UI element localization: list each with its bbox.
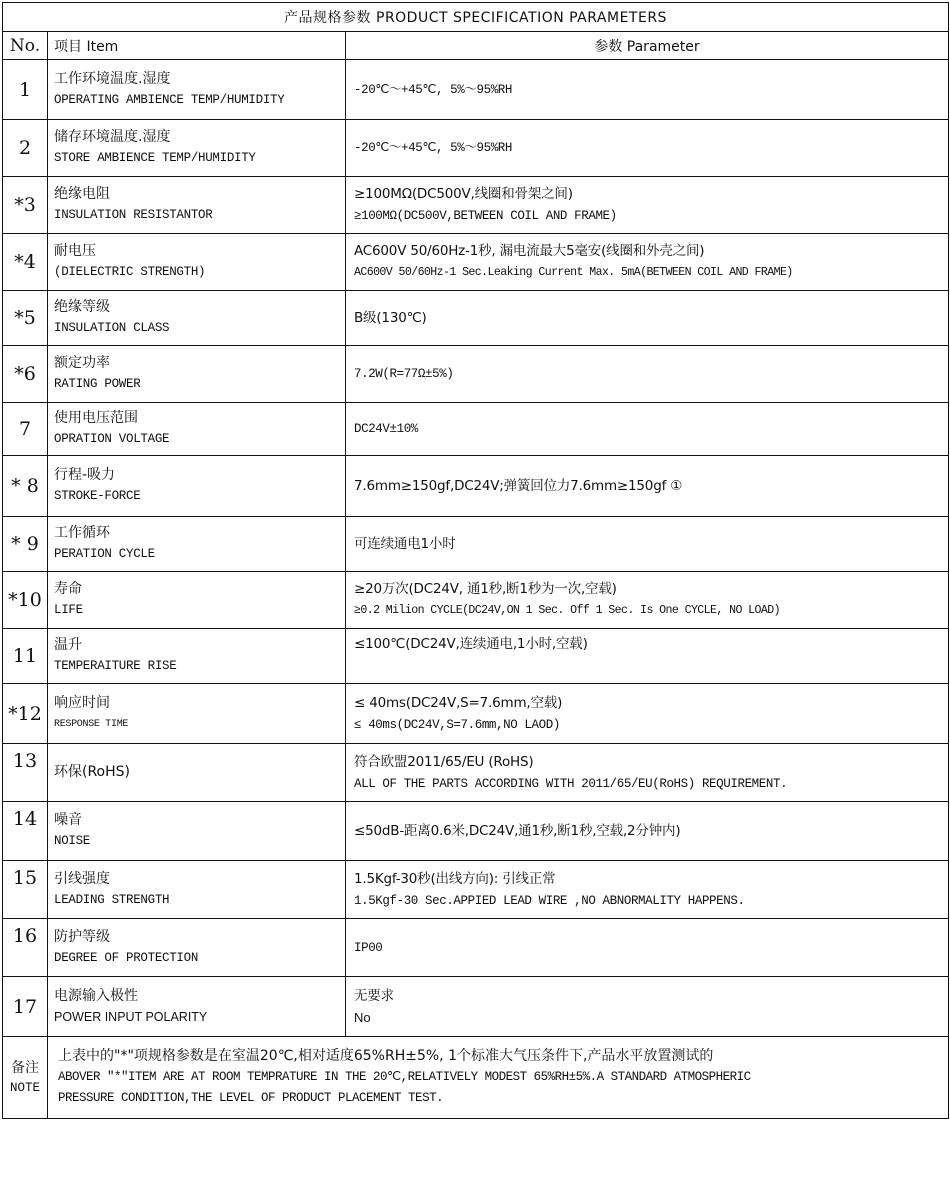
row-number: * 8 bbox=[3, 456, 48, 517]
param-cell bbox=[346, 802, 949, 861]
row-number: 7 bbox=[3, 403, 48, 456]
item-name-cn: 引线强度 bbox=[54, 870, 110, 887]
table-row bbox=[3, 291, 949, 346]
item-cell bbox=[48, 120, 346, 177]
param-cell bbox=[346, 291, 949, 346]
header-item: 项目 Item bbox=[48, 32, 346, 60]
param-cell bbox=[346, 403, 949, 456]
table-row bbox=[3, 346, 949, 403]
item-name-en: STROKE-FORCE bbox=[54, 489, 141, 503]
note-row bbox=[3, 1037, 949, 1119]
item-cell bbox=[48, 403, 346, 456]
item-cell bbox=[48, 291, 346, 346]
param-line: 符合欧盟2011/65/EU (RoHS) bbox=[354, 753, 534, 770]
param-cell bbox=[346, 744, 949, 802]
item-cell bbox=[48, 684, 346, 744]
item-name-cn: 环保(RoHS) bbox=[54, 764, 131, 780]
item-name-cn: 使用电压范围 bbox=[54, 410, 138, 426]
item-cell bbox=[48, 60, 346, 120]
param-line: ≤ 40ms(DC24V,S=7.6mm,NO LAOD) bbox=[354, 717, 560, 732]
param-line: 7.2W(R=77Ω±5%) bbox=[354, 367, 454, 381]
item-name-cn: 绝缘电阻 bbox=[54, 186, 110, 202]
param-line: -20℃～+45℃, 5%～95%RH bbox=[354, 141, 512, 155]
row-number: *5 bbox=[3, 291, 48, 346]
item-name-en: POWER INPUT POLARITY bbox=[54, 1009, 208, 1024]
param-line: ≤ 40ms(DC24V,S=7.6mm,空载) bbox=[354, 694, 563, 711]
table-row bbox=[3, 120, 949, 177]
table-row bbox=[3, 977, 949, 1037]
item-name-en: STORE AMBIENCE TEMP/HUMIDITY bbox=[54, 151, 256, 165]
row-number: 14 bbox=[3, 802, 48, 861]
title-row bbox=[3, 3, 949, 32]
note-line: 上表中的"*"项规格参数是在室温20℃,相对适度65%RH±5%, 1个标准大气压条件下,产品水平放置测试的 bbox=[58, 1048, 714, 1064]
item-cell bbox=[48, 861, 346, 919]
param-cell bbox=[346, 120, 949, 177]
item-name-cn: 电源输入极性 bbox=[54, 987, 138, 1004]
item-name-cn: 耐电压 bbox=[54, 243, 96, 259]
row-number: 2 bbox=[3, 120, 48, 177]
item-name-cn: 储存环境温度.湿度 bbox=[54, 129, 171, 145]
row-number: *12 bbox=[3, 684, 48, 744]
item-cell bbox=[48, 456, 346, 517]
item-name-en: OPRATION VOLTAGE bbox=[54, 432, 170, 446]
table-title: 产品规格参数 PRODUCT SPECIFICATION PARAMETERS bbox=[3, 3, 949, 32]
param-cell bbox=[346, 234, 949, 291]
param-line: -20℃～+45℃, 5%～95%RH bbox=[354, 82, 512, 97]
param-line: 1.5Kgf-30秒(出线方向): 引线正常 bbox=[354, 870, 556, 887]
item-name-cn: 绝缘等级 bbox=[54, 299, 110, 315]
item-name-en: INSULATION RESISTANTOR bbox=[54, 208, 213, 222]
param-cell bbox=[346, 861, 949, 919]
row-number: 1 bbox=[3, 60, 48, 120]
item-cell bbox=[48, 802, 346, 861]
param-line: ≥100MΩ(DC500V,线圈和骨架之间) bbox=[354, 186, 573, 202]
table-row bbox=[3, 919, 949, 977]
param-line: IP00 bbox=[354, 940, 383, 955]
note-label-en: NOTE bbox=[9, 1080, 40, 1095]
row-number: *3 bbox=[3, 177, 48, 234]
table-row bbox=[3, 234, 949, 291]
item-name-en: DEGREE OF PROTECTION bbox=[54, 950, 199, 965]
item-cell bbox=[48, 572, 346, 629]
param-cell bbox=[346, 517, 949, 572]
item-cell bbox=[48, 517, 346, 572]
item-name-cn: 防护等级 bbox=[54, 928, 110, 945]
item-name-en: INSULATION CLASS bbox=[54, 321, 170, 335]
param-line: 1.5Kgf-30 Sec.APPIED LEAD WIRE ,NO ABNORMALITY HAPPENS. bbox=[354, 893, 745, 908]
item-name-en: NOISE bbox=[54, 834, 91, 848]
param-line: 无要求 bbox=[354, 987, 394, 1004]
item-name-en: TEMPERAITURE RISE bbox=[54, 659, 177, 673]
item-name-cn: 寿命 bbox=[54, 581, 82, 597]
param-line: B级(130℃) bbox=[354, 310, 427, 326]
item-name-en: LEADING STRENGTH bbox=[54, 892, 170, 907]
param-cell bbox=[346, 456, 949, 517]
row-number: * 9 bbox=[3, 517, 48, 572]
param-line: ALL OF THE PARTS ACCORDING WITH 2011/65/EU(RoHS) REQUIREMENT. bbox=[354, 776, 788, 791]
item-name-en: (DIELECTRIC STRENGTH) bbox=[54, 265, 206, 279]
item-cell bbox=[48, 629, 346, 684]
item-name-cn: 噪音 bbox=[54, 812, 82, 828]
param-cell bbox=[346, 977, 949, 1037]
row-number: 13 bbox=[3, 744, 48, 802]
item-name-cn: 响应时间 bbox=[54, 694, 110, 711]
table-row bbox=[3, 802, 949, 861]
item-name-cn: 工作循环 bbox=[54, 525, 110, 541]
param-cell bbox=[346, 919, 949, 977]
param-line: ≥20万次(DC24V, 通1秒,断1秒为一次,空载) bbox=[354, 581, 617, 597]
item-cell bbox=[48, 177, 346, 234]
row-number: *4 bbox=[3, 234, 48, 291]
param-line: AC600V 50/60Hz-1秒, 漏电流最大5毫安(线圈和外壳之间) bbox=[354, 243, 705, 259]
item-name-cn: 行程-吸力 bbox=[54, 467, 116, 483]
table-row bbox=[3, 684, 949, 744]
note-label bbox=[3, 1037, 48, 1119]
param-cell bbox=[346, 629, 949, 684]
item-name-cn: 额定功率 bbox=[54, 355, 110, 371]
param-line: 可连续通电1小时 bbox=[354, 536, 456, 552]
param-cell bbox=[346, 684, 949, 744]
param-line: ≥0.2 Milion CYCLE(DC24V,ON 1 Sec. Off 1 Sec. Is One CYCLE, NO LOAD) bbox=[354, 604, 780, 617]
item-name-cn: 工作环境温度.湿度 bbox=[54, 70, 171, 87]
item-name-en: RESPONSE TIME bbox=[54, 718, 129, 730]
table-row bbox=[3, 60, 949, 120]
spec-table bbox=[2, 2, 949, 1119]
item-cell bbox=[48, 919, 346, 977]
header-no: No. bbox=[3, 32, 48, 60]
row-number: 16 bbox=[3, 919, 48, 977]
row-number: *6 bbox=[3, 346, 48, 403]
item-name-en: OPERATING AMBIENCE TEMP/HUMIDITY bbox=[54, 92, 285, 107]
row-number: *10 bbox=[3, 572, 48, 629]
note-body bbox=[48, 1037, 949, 1119]
item-cell bbox=[48, 744, 346, 802]
table-row bbox=[3, 456, 949, 517]
param-line: AC600V 50/60Hz-1 Sec.Leaking Current Max. 5mA(BETWEEN COIL AND FRAME) bbox=[354, 266, 793, 279]
param-cell bbox=[346, 346, 949, 403]
item-name-en: LIFE bbox=[54, 603, 83, 617]
table-row bbox=[3, 629, 949, 684]
param-line: DC24V±10% bbox=[354, 422, 418, 436]
table-row bbox=[3, 861, 949, 919]
param-line: ≤50dB-距离0.6米,DC24V,通1秒,断1秒,空载,2分钟内) bbox=[354, 823, 681, 839]
table-row bbox=[3, 744, 949, 802]
header-parameter: 参数 Parameter bbox=[346, 32, 949, 60]
note-label-cn: 备注 bbox=[11, 1059, 39, 1076]
item-name-en: RATING POWER bbox=[54, 377, 141, 391]
table-row bbox=[3, 517, 949, 572]
table-row bbox=[3, 572, 949, 629]
item-name-cn: 温升 bbox=[54, 637, 82, 653]
param-line: ≤100℃(DC24V,连续通电,1小时,空载) bbox=[354, 636, 588, 652]
table-row bbox=[3, 177, 949, 234]
row-number: 17 bbox=[3, 977, 48, 1037]
item-cell bbox=[48, 234, 346, 291]
param-line: 7.6mm≥150gf,DC24V;弹簧回位力7.6mm≥150gf ① bbox=[354, 478, 683, 494]
item-cell bbox=[48, 977, 346, 1037]
note-line: PRESSURE CONDITION,THE LEVEL OF PRODUCT PLACEMENT TEST. bbox=[58, 1091, 444, 1105]
item-name-en: PERATION CYCLE bbox=[54, 547, 155, 561]
row-number: 15 bbox=[3, 861, 48, 919]
param-cell bbox=[346, 60, 949, 120]
param-line: No bbox=[354, 1009, 371, 1025]
note-line: ABOVER "*"ITEM ARE AT ROOM TEMPRATURE IN THE 20℃,RELATIVELY MODEST 65%RH±5%.A STANDARD ATMOSPHERIC bbox=[58, 1070, 751, 1084]
item-cell bbox=[48, 346, 346, 403]
table-row bbox=[3, 403, 949, 456]
header-row bbox=[3, 32, 949, 60]
param-line: ≥100MΩ(DC500V,BETWEEN COIL AND FRAME) bbox=[354, 209, 617, 223]
param-cell bbox=[346, 572, 949, 629]
param-cell bbox=[346, 177, 949, 234]
row-number: 11 bbox=[3, 629, 48, 684]
